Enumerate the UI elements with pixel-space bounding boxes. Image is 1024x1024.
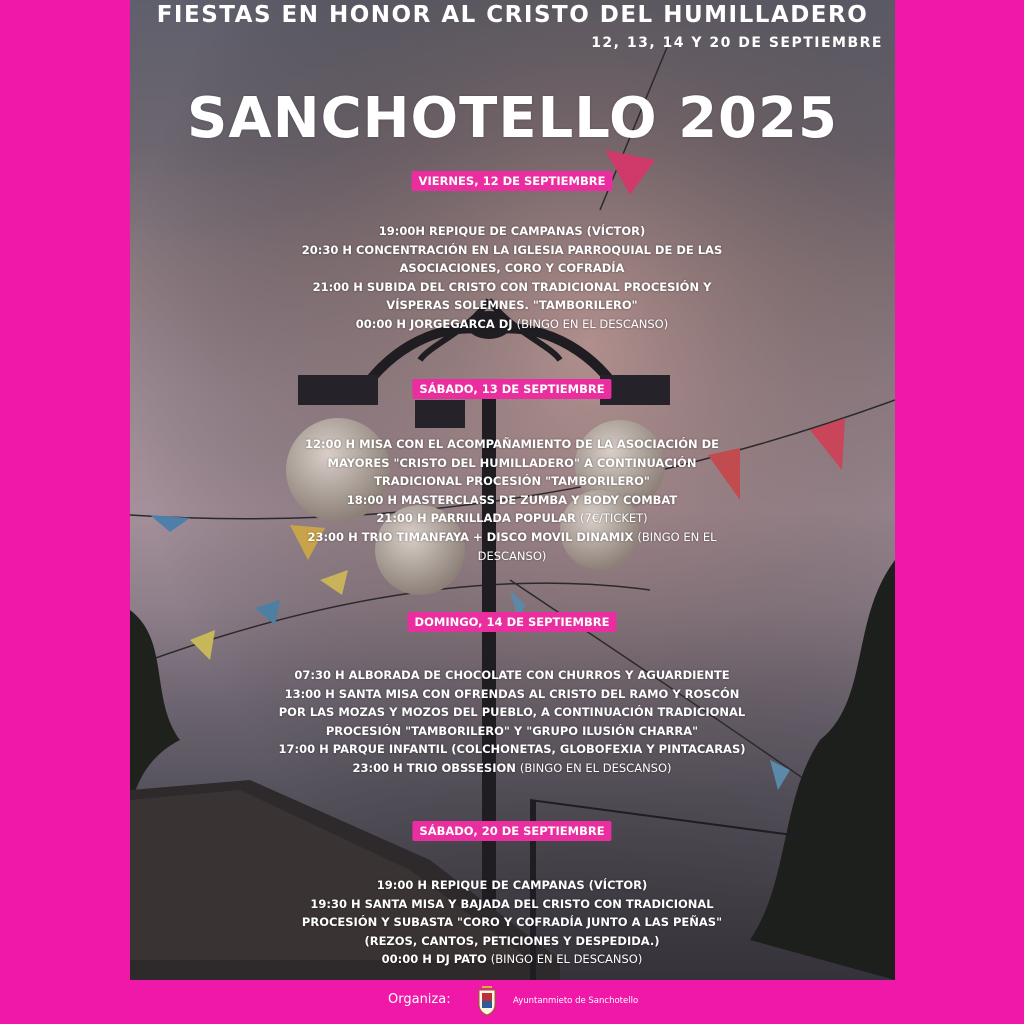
program-line: 12:00 H MISA CON EL ACOMPAÑAMIENTO DE LA ASOCIACIÓN DE	[304, 437, 720, 451]
program-line: PROCESIÓN Y SUBASTA "CORO Y COFRADÍA JUNTO A LAS PEÑAS"	[301, 915, 723, 930]
program-line: 00:00 H JORGEGARCA DJ (BINGO EN EL DESCANSO)	[355, 316, 669, 331]
program-line: 13:00 H SANTA MISA CON OFRENDAS AL CRISTO DEL RAMO Y ROSCÓN	[284, 686, 740, 701]
day-program-domingo	[200, 666, 824, 778]
program-line: VÍSPERAS SOLEMNES. "TAMBORILERO"	[386, 298, 638, 313]
poster-title: SANCHOTELLO 2025	[187, 86, 838, 151]
event-dates: 12, 13, 14 Y 20 DE SEPTIEMBRE	[591, 35, 883, 51]
day-label-sabado-20: SÁBADO, 20 DE SEPTIEMBRE	[412, 821, 611, 841]
program-line: 23:00 H TRIO TIMANFAYA + DISCO MOVIL DINAMIX (BINGO EN EL	[307, 529, 717, 544]
program-line: 00:00 H DJ PATO (BINGO EN EL DESCANSO)	[381, 952, 643, 967]
program-line: 17:00 H PARQUE INFANTIL (COLCHONETAS, GLOBOFEXIA Y PINTACARAS)	[278, 742, 746, 757]
program-line: MAYORES "CRISTO DEL HUMILLADERO" A CONTINUACIÓN	[327, 455, 697, 470]
program-line: 19:00 H REPIQUE DE CAMPANAS (VÍCTOR)	[376, 878, 648, 892]
day-label-domingo: DOMINGO, 14 DE SEPTIEMBRE	[408, 612, 617, 632]
program-line: POR LAS MOZAS Y MOZOS DEL PUEBLO, A CONTINUACIÓN TRADICIONAL	[278, 705, 746, 720]
program-line: ASOCIACIONES, CORO Y COFRADÍA	[399, 261, 625, 276]
day-program-sabado-20	[200, 876, 824, 969]
program-line: (REZOS, CANTOS, PETICIONES Y DESPEDIDA.)	[364, 933, 660, 948]
organizer-name: Ayuntanmieto de Sanchotello	[513, 996, 639, 1006]
program-line: 21:00 H PARRILLADA POPULAR (7€/TICKET)	[376, 511, 648, 526]
program-line: 19:30 H SANTA MISA Y BAJADA DEL CRISTO CON TRADICIONAL	[310, 896, 714, 911]
event-heading: FIESTAS EN HONOR AL CRISTO DEL HUMILLADERO	[156, 2, 869, 28]
coat-of-arms-icon	[476, 984, 498, 1016]
program-line: 23:00 H TRIO OBSSESION (BINGO EN EL DESCANSO)	[352, 760, 672, 775]
day-program-sabado-13	[200, 435, 824, 565]
footer-bar	[0, 980, 1024, 1024]
program-line: 18:00 H MASTERCLASS DE ZUMBA Y BODY COMBAT	[346, 492, 678, 507]
program-line: PROCESIÓN "TAMBORILERO" Y "GRUPO ILUSIÓN CHARRA"	[325, 723, 699, 738]
program-line: TRADICIONAL PROCESIÓN "TAMBORILERO"	[374, 474, 650, 489]
day-label-sabado-13: SÁBADO, 13 DE SEPTIEMBRE	[412, 379, 611, 399]
program-line: 21:00 H SUBIDA DEL CRISTO CON TRADICIONAL PROCESIÓN Y	[312, 279, 712, 294]
program-line: DESCANSO)	[477, 548, 547, 563]
program-line: 19:00H REPIQUE DE CAMPANAS (VÍCTOR)	[378, 224, 646, 238]
day-program-viernes	[200, 222, 824, 334]
organiza-label: Organiza:	[388, 992, 451, 1007]
day-label-viernes: VIERNES, 12 DE SEPTIEMBRE	[412, 171, 613, 191]
program-line: 20:30 H CONCENTRACIÓN EN LA IGLESIA PARROQUIAL DE DE LAS	[301, 242, 723, 257]
program-line: 07:30 H ALBORADA DE CHOCOLATE CON CHURROS Y AGUARDIENTE	[294, 668, 730, 682]
